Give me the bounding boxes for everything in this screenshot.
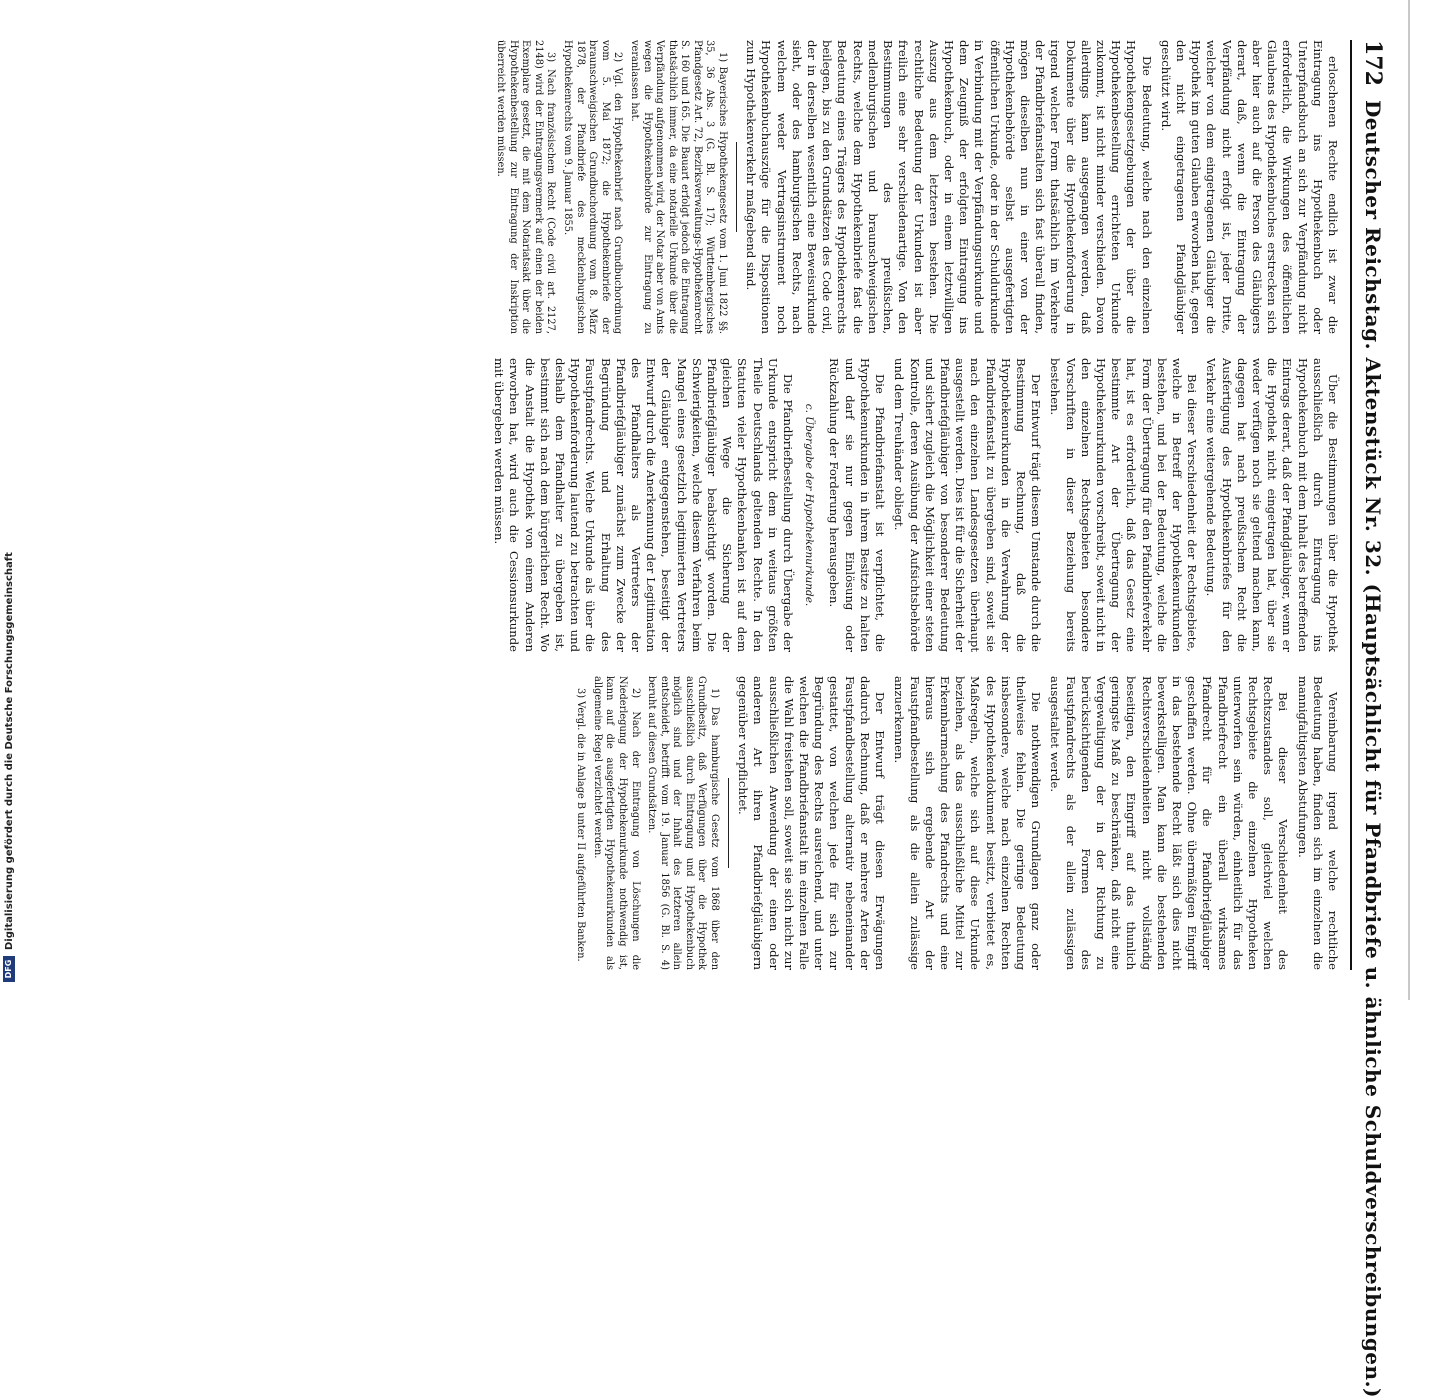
column-3	[70, 676, 1340, 970]
page-header	[1350, 40, 1386, 1398]
footnote: 3) Vergl. die in Anlage B unter II aufgeführten Banken.	[575, 688, 587, 962]
column-2	[70, 358, 1340, 652]
text-columns	[70, 40, 1340, 970]
footnote-divider	[728, 778, 729, 868]
paragraph: Über die Bestimmungen über die Hypothek ausschließlich durch Eintragung ins Hypothekenbuch mit dem Inhalt des betreffenden Eintrags derart, daß der Pfandgläubiger, wenn er die Hypothek nicht eingetragen hat, über sie weder verfügen noch sie geltend machen kann, dagegen hat nach preußischem Recht die Ausfertigung des Hypothekenbriefes für den Verkehr eine weitergehende Bedeutung.	[1204, 358, 1340, 652]
digitization-credit-label: Digitalisierung gefördert durch die Deutsche Forschungsgemeinschaft	[3, 552, 15, 950]
paragraph: Vereinbarung irgend welche rechtliche Bedeutung haben, finden sich im einzelnen die mannigfaltigsten Abstufungen.	[1295, 676, 1340, 970]
page-edge-line	[1408, 0, 1410, 1000]
dfg-logo-icon: DFG	[3, 956, 15, 982]
digitization-credit-strip	[0, 0, 16, 1000]
column-1	[70, 40, 1340, 334]
footnote: 2) Vgl. den Hypothekenbrief nach Grundbuchordnung vom 5. Mai 1872; die Hypothekenbriefe der braunschweigischen Grundbuchordnung vom 8. März 1878, der Pfandbriefe des mecklenburgischen Hypothekenrechts vom 9. Januar 1855.	[561, 40, 624, 334]
digitization-credit	[2, 0, 16, 982]
paragraph: Die Bedeutung, welche nach den einzelnen Hypothekengesetzgebungen der über die Hypothekenbestellung errichteten Urkunde zukommt, ist nicht minder verschieden. Davon allerdings kann ausgegangen werden, daß Dokumente über die Hypothekenforderung in irgend welcher Form thatsächlich im Verkehre der Pfandbriefanstalten sich fast überall finden, mögen dieselben nun in einer von der Hypothekenbehörde selbst ausgefertigten öffentlichen Urkunde, oder in der Schuldurkunde in Verbindung mit der Verpfändungsurkunde und dem Zeugniß der erfolgten Eintragung ins Hypothekenbuch, oder in einem letztwilligen Auszug aus dem letzteren bestehen. Die rechtliche Bedeutung der Urkunden ist aber freilich eine sehr verschiedenartige. Von den Bestimmungen des preußischen, medlenburgischen und braunschweigischen Rechts, welche dem Hypothekenbriefe fast die Bedeutung eines Trägers des Hypothekenrechts beilegen, bis zu den Grundsätzen des Code civil, der in derselben wesentlich eine Beweisurkunde sieht, oder des hamburgischen Rechts, nach welchem weder Vertragsinstrument noch Hypothekenbuchauszüge für die Dispositionen zum Hypothekenverkehr maßgebend sind.	[744, 40, 1154, 334]
footnote: 3) Nach französischem Recht (Code civil art. 2127, 2148) wird der Eintragungsvermerk auf einen der beiden Exemplare gesetzt, die mit dem Notariatsakt über die Hypothekenbestellung zur Eintragung der Inskription überreicht werden müssen.	[494, 40, 557, 334]
paragraph: erloschenen Rechte endlich ist zwar die Eintragung ins Hypothekenbuch oder Unterpfandsbuch an sich zur Verpfändung nicht erforderlich, die Wirkungen des öffentlichen Glaubens des Hypothekenbuches erstrecken sich aber hier auch auf die Person des Gläubigers derart, daß, wenn die Eintragung der Verpfändung nicht erfolgt ist, jeder Dritte, welcher von dem eingetragenen Gläubiger die Hypothek im guten Glauben erworben hat, gegen den nicht eingetragenen Pfandgläubiger geschützt wird.	[1158, 40, 1340, 334]
paragraph: Die nothwendigen Grundlagen ganz oder theilweise fehlen. Die geringe Bedeutung insbesondere, welche nach einzelnen Rechten des Hypothekendokument besitzt, verbietet es, Maßregeln, welche sich auf diese Urkunde beziehen, als das ausschließliche Mittel zur Erkennbarmachung des Pfandrechts und eine hieraus sich ergebende Art der Faustpfandbestellung als die allein zulässige anzuerkennen.	[892, 676, 1044, 970]
footnote: 2) Nach der Eintragung von Löschungen die Niederlegung der Hypothekenurkunde nothwendig ist, kann auf die ausgefertigten Hypothekenurkunden als allgemeine Regel verzichtet werden.	[591, 676, 641, 970]
page-number: 172	[1360, 40, 1386, 86]
footnote: 1) Das hamburgische Gesetz vom 1868 über den Grundbesitz, daß Verfügungen über die Hypothek ausschließlich durch Eintragung und Hypothekenbuch möglich sind und der Inhalt des letzteren allein entscheidet, betrifft vom 19. Januar 1856 (G. Bl. S. 4) beruht auf diesen Grundsätzen.	[646, 676, 721, 970]
footnote-divider	[736, 142, 737, 232]
paragraph: Der Entwurf trägt diesem Umstande durch die Bestimmung Rechnung, daß die Hypothekenurkunden in die Verwahrung der Pfandbriefanstalt zu übergeben sind, soweit sie nach den einzelnen Landesgesetzen überhaupt ausgestellt werden. Dies ist für die Sicherheit der Pfandbriefgläubiger von besonderer Bedeutung und sichert zugleich die Möglichkeit einer steten Kontrolle, deren Ausübung der Aufsichtsbehörde und dem Treuhänder obliegt.	[892, 358, 1044, 652]
paragraph: Bei dieser Verschiedenheit des Rechtszustandes soll, gleichviel welchen Rechtsgebiete die einzelnen Hypotheken unterworfen sein würden, einheitlich für das Pfandbriefrecht ein überall wirksames Pfandrecht für die Pfandbriefgläubiger geschaffen werden. Ohne übermäßigen Eingriff in das bestehende Recht läßt sich dies nicht bewerkstelligen. Man kann die bestehenden Rechtsverschiedenheiten nicht vollständig beseitigen, den Eingriff auf das thunlich geringste Maß zu beschränken, daß nicht eine Vergewaltigung der in der Richtung zu berücksichtigenden Formen des Faustpfandrechts als der allein zulässigen ausgestaltet werde.	[1048, 676, 1291, 970]
section-heading: c. Übergabe der Hypothekenurkunde.	[803, 403, 816, 607]
footnote: 1) Bayerisches Hypothekengesetz vom 1. Juni 1822 §§. 35, 36 Abs. 3 (G. Bl. S. 17); Württembergisches Pfandgesetz Art. 72, Bezirksverwaltungs-Hypothekenrecht S. 160 und 165. Die Bauart erfolgt jedoch die Eintragung thatsächlich immer, da eine notarielle Urkunde über die Verpfändung aufgenommen wird, der Notar aber von Amts wegen die Hypothekenbehörde zur Eintragung zu veranlassen hat.	[628, 40, 729, 334]
page-title: Deutscher Reichstag. Aktenstück Nr. 32. (Hauptsächlicht für Pfandbriefe u. ähnliche Schuldverschreibungen.)	[1361, 99, 1385, 1398]
paragraph: Bei dieser Verschiedenheit der Rechtsgebiete, welche in Betreff der Hypothekenurkunden bestehen, und bei der Bedeutung, welche die Form der Übertragung für den Pfandbriefverkehr hat, ist es erforderlich, daß das Gesetz eine bestimmte Art der Übertragung der Hypothekenurkunden vorschreibt, soweit nicht in den einzelnen Rechtsgebieten besondere Vorschriften in dieser Beziehung bereits bestehen.	[1048, 358, 1200, 652]
paragraph: Die Pfandbriefanstalt ist verpflichtet, die Hypothekenurkunden in ihrem Besitze zu halten und darf sie nur gegen Einlösung oder Rückzahlung der Forderung herausgeben.	[827, 358, 888, 652]
paragraph: Die Pfandbriefbestellung durch Übergabe der Urkunde entspricht dem in weitaus größten Theile Deutschlands geltenden Rechte. In den Statuten vieler Hypothekenbanken ist auf dem gleichen Wege die Sicherung der Pfandbriefgläubiger beabsichtigt worden. Die Schwierigkeiten, welche diesem Verfahren beim Mangel eines gesetzlich legitimierten Vertreters der Gläubiger entgegenstehen, beseitigt der Entwurf durch die Anerkennung der Legitimation des Pfandhalters als Vertreters der Pfandbriefgläubiger zunächst zum Zwecke der Begründung und Erhaltung des Faustpfandrechts. Welche Urkunde als über die Hypothekenforderung lautend zu betrachten und deshalb dem Pfandhalter zu übergeben ist, bestimmt sich nach dem bürgerlichen Recht. Wo die Anstalt die Hypothek von einem Anderen erworben hat, wird auch die Cessionsurkunde mit übergeben werden müssen.	[492, 358, 796, 652]
paragraph: Der Entwurf trägt diesen Erwägungen dadurch Rechnung, daß er mehrere Arten der Faustpfandbestellung alternativ nebeneinander gestattet, von welchen jede für sich zur Begründung des Rechts ausreichend, und unter welchen die Pfandbriefanstalt im einzelnen Falle die Wahl freistehen soll, soweit sie sich nicht zur ausschließlichen Anwendung der einen oder anderen Art ihren Pfandbriefgläubigern gegenüber verpflichtet.	[736, 676, 888, 970]
